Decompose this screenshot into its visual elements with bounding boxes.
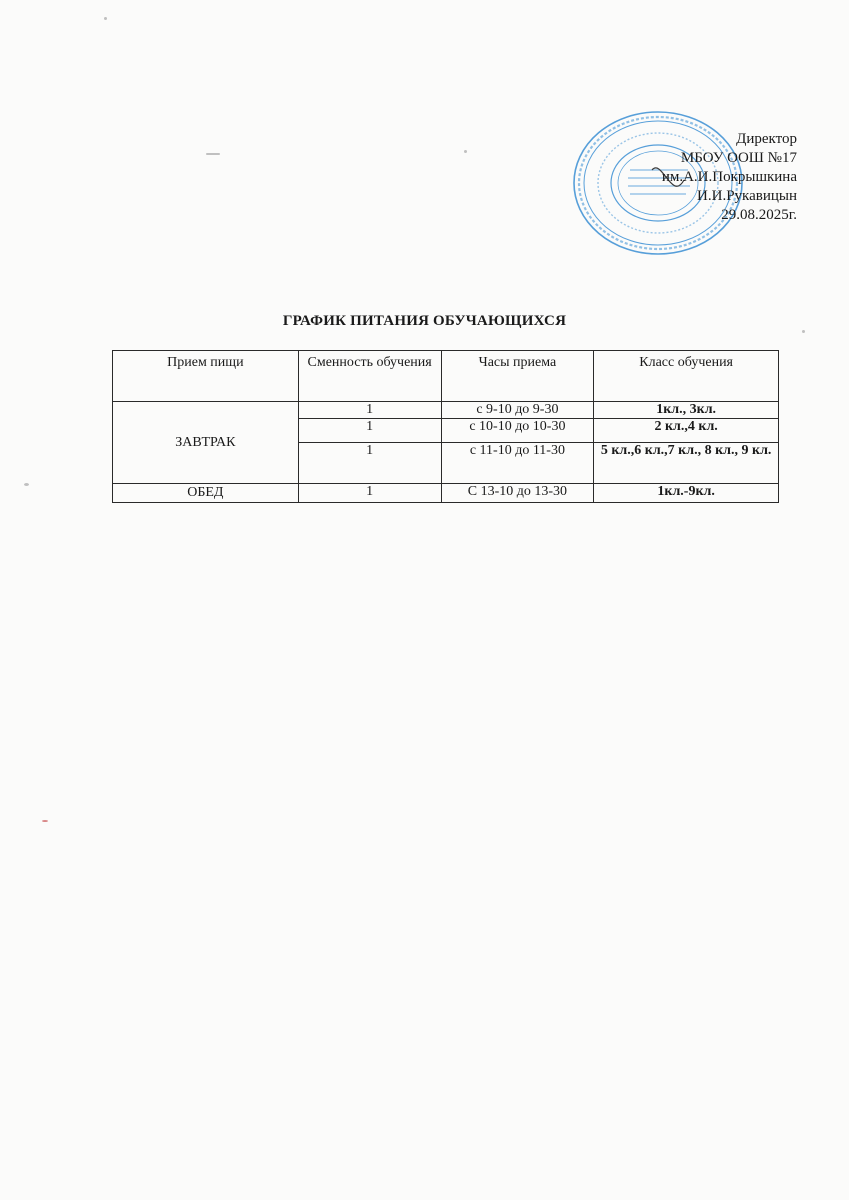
table-row: [113, 484, 779, 503]
scan-speck: [42, 820, 48, 822]
approval-named-after: им.А.И.Покрышкина: [661, 169, 797, 185]
shift-cell: 1: [298, 419, 441, 443]
approval-organization: МБОУ ООШ №17: [680, 150, 797, 166]
document-title: ГРАФИК ПИТАНИЯ ОБУЧАЮЩИХСЯ: [282, 313, 567, 329]
meal-lunch: ОБЕД: [113, 484, 299, 503]
shift-cell: 1: [298, 484, 441, 503]
hours-cell: с 11-10 до 11-30: [441, 443, 594, 484]
approval-director-name: И.И.Рукавицын: [697, 188, 797, 204]
scan-speck: [206, 153, 220, 155]
hours-cell: С 13-10 до 13-30: [441, 484, 594, 503]
shift-cell: 1: [298, 443, 441, 484]
scan-speck: [464, 150, 467, 153]
header-meal: Прием пищи: [113, 351, 299, 402]
hours-cell: с 9-10 до 9-30: [441, 402, 594, 419]
shift-cell: 1: [298, 402, 441, 419]
classes-cell: 5 кл.,6 кл.,7 кл., 8 кл., 9 кл.: [594, 443, 779, 484]
classes-cell: 1кл.-9кл.: [594, 484, 779, 503]
header-hours: Часы приема: [441, 351, 594, 402]
classes-cell: 1кл., 3кл.: [594, 402, 779, 419]
header-classes: Класс обучения: [594, 351, 779, 402]
approval-block: [662, 130, 797, 225]
scan-speck: [24, 483, 29, 486]
hours-cell: с 10-10 до 10-30: [441, 419, 594, 443]
table-row: [113, 402, 779, 419]
table-header-row: [113, 351, 779, 402]
scan-speck: [104, 17, 107, 20]
approval-position: Директор: [736, 131, 797, 147]
classes-cell: 2 кл.,4 кл.: [594, 419, 779, 443]
meal-schedule-table: [112, 350, 779, 503]
header-shift: Сменность обучения: [298, 351, 441, 402]
meal-breakfast: ЗАВТРАК: [113, 402, 299, 484]
approval-date: 29.08.2025г.: [721, 207, 797, 223]
scan-speck: [802, 330, 805, 333]
